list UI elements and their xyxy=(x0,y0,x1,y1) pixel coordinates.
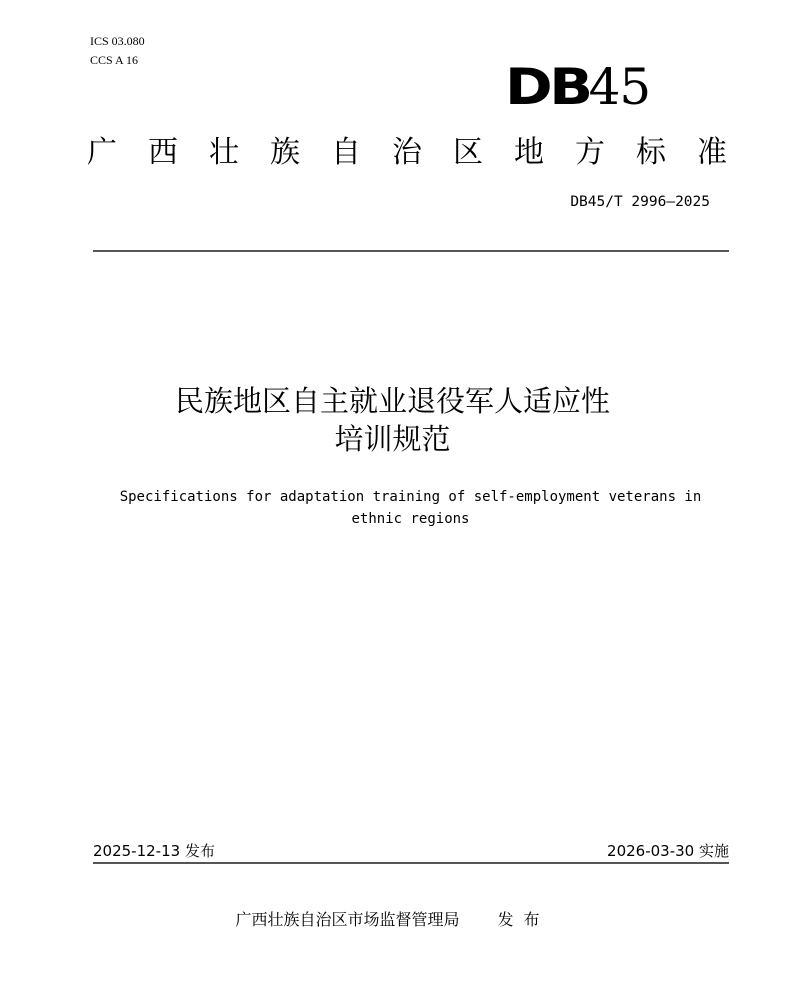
bottom-divider xyxy=(93,862,729,864)
publish-label: 发布 xyxy=(497,910,550,929)
title-english xyxy=(88,486,733,530)
standard-type-heading xyxy=(87,133,727,173)
issuer-name: 广西壮族自治区市场监督管理局 xyxy=(235,910,460,929)
standard-type-char: 方 xyxy=(575,135,605,170)
standard-type-char: 区 xyxy=(453,135,483,170)
title-chinese xyxy=(0,382,785,458)
title-chinese-line-1: 民族地区自主就业退役军人适应性 xyxy=(174,384,610,418)
ccs-code: CCS A 16 xyxy=(90,53,139,67)
title-english-line-1: Specifications for adaptation training of self-employment veterans in xyxy=(119,489,702,505)
title-chinese-line-2: 培训规范 xyxy=(334,422,451,456)
standard-type-char: 广 xyxy=(87,135,117,170)
issue-date: 2025-12-13 发布 xyxy=(93,842,215,860)
standard-number: DB45/T 2996—2025 xyxy=(570,194,710,210)
title-english-line-2: ethnic regions xyxy=(351,511,470,527)
db-logo xyxy=(505,58,650,116)
db-logo-prefix: DB xyxy=(505,58,590,116)
standard-type-char: 地 xyxy=(514,135,544,170)
implementation-date: 2026-03-30 实施 xyxy=(607,842,729,860)
standard-type-char: 族 xyxy=(270,135,300,170)
standard-type-char: 准 xyxy=(697,135,727,170)
issuer-line xyxy=(0,910,785,930)
ics-code: ICS 03.080 xyxy=(90,34,145,48)
standard-type-char: 治 xyxy=(392,135,422,170)
db-logo-number: 45 xyxy=(588,58,651,116)
standard-type-char: 标 xyxy=(636,135,666,170)
standard-type-char: 壮 xyxy=(209,135,239,170)
standard-type-char: 西 xyxy=(148,135,178,170)
top-divider xyxy=(93,250,729,252)
standard-type-char: 自 xyxy=(331,135,361,170)
